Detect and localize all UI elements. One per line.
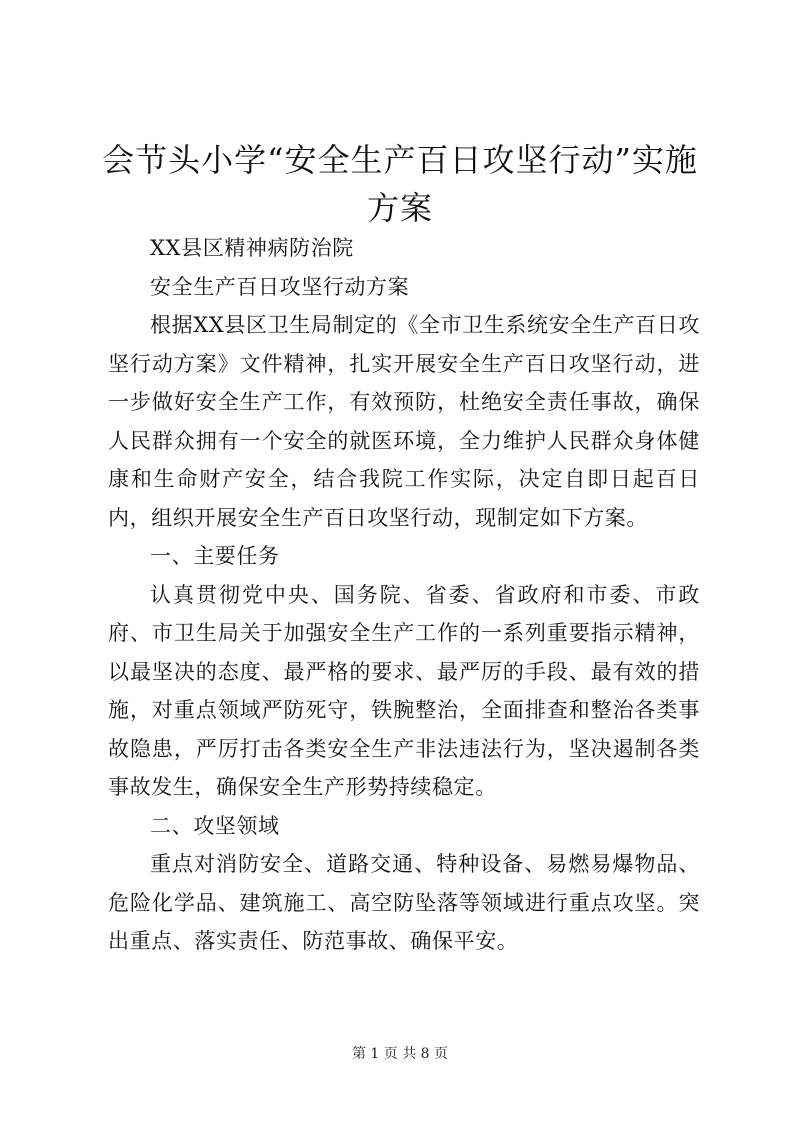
document-body bbox=[108, 229, 700, 961]
key-areas-paragraph: 重点对消防安全、道路交通、特种设备、易燃易爆物品、危险化学品、建筑施工、高空防坠落等领域进行重点攻坚。突出重点、落实责任、防范事故、确保平安。 bbox=[108, 852, 700, 953]
organization-line: XX县区精神病防治院 bbox=[150, 236, 354, 260]
main-tasks-paragraph: 认真贯彻党中央、国务院、省委、省政府和市委、市政府、市卫生局关于加强安全生产工作的一系列重要指示精神，以最坚决的态度、最严格的要求、最严厉的手段、最有效的措施，对重点领域严防死守，铁腕整治，全面排查和整治各类事故隐患，严厉打击各类安全生产非法违法行为，坚决遏制各类事故发生，确保安全生产形势持续稳定。 bbox=[108, 582, 700, 799]
plan-subtitle: 安全生产百日攻坚行动方案 bbox=[150, 274, 410, 299]
page-footer: 第 1 页 共 8 页 bbox=[351, 1046, 449, 1062]
intro-paragraph: 根据XX县区卫生局制定的《全市卫生系统安全生产百日攻坚行动方案》文件精神，扎实开展安全生产百日攻坚行动，进一步做好安全生产工作，有效预防，杜绝安全责任事故，确保人民群众拥有一个安全的就医环境，全力维护人民群众身体健康和生命财产安全，结合我院工作实际，决定自即日起百日内，组织开展安全生产百日攻坚行动，现制定如下方案。 bbox=[108, 313, 700, 530]
document-title: 会节头小学“安全生产百日攻坚行动”实施方案 bbox=[102, 141, 698, 227]
section-heading-main-tasks: 一、主要任务 bbox=[150, 544, 280, 568]
section-heading-key-areas: 二、攻坚领域 bbox=[150, 813, 280, 838]
